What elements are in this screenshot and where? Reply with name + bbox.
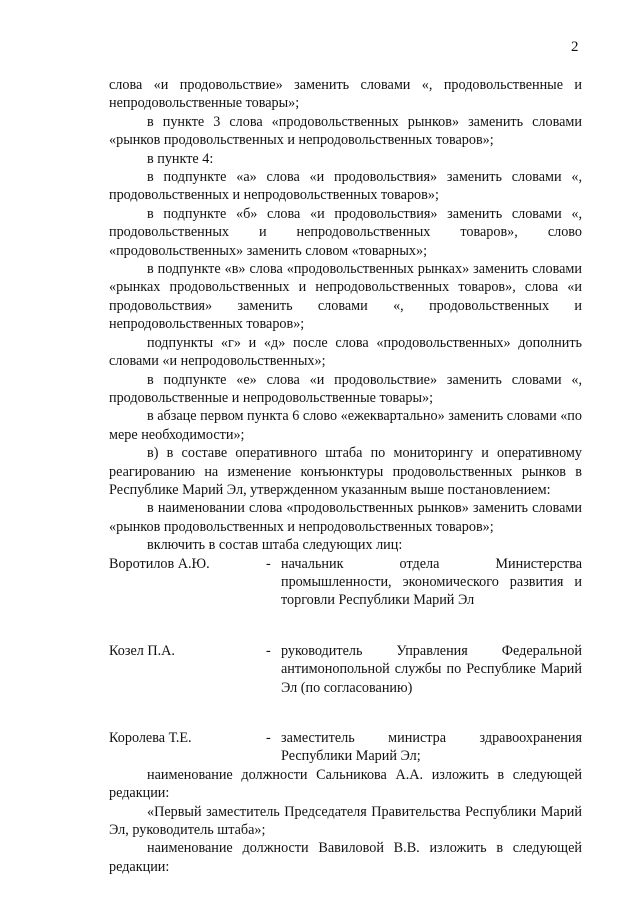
- paragraph: подпункты «г» и «д» после слова «продовольственных» дополнить словами «и непродовольственных»;: [109, 334, 582, 370]
- member-name: Воротилов А.Ю.: [109, 555, 210, 572]
- paragraph: в подпункте «а» слова «и продовольствия» заменить словами «, продовольственных и непродовольственных товаров»;: [109, 169, 582, 204]
- member-role: заместитель министра здравоохранения Республики Марий Эл;: [281, 730, 582, 765]
- paragraph: в абзаце первом пункта 6 слово «ежеквартально» заменить словами «по мере необходимости»;: [109, 408, 582, 443]
- document-body: [109, 76, 582, 876]
- staff-member: [109, 555, 582, 610]
- paragraph: включить в состав штаба следующих лиц:: [147, 537, 403, 554]
- paragraph: в подпункте «е» слова «и продовольствие» заменить словами «, продовольственные и непродовольственные товары»;: [109, 371, 582, 406]
- paragraph: в подпункте «в» слова «продовольственных рынках» заменить словами «рынках продовольственных и непродовольственных товаров», слова «и продовольствия» заменить словами «, продовольственных и непродовольственных товаров»;: [109, 261, 582, 333]
- paragraph: слова «и продовольствие» заменить словами «, продовольственные и непродовольственные товары»;: [109, 77, 582, 112]
- staff-member: [109, 642, 582, 697]
- paragraph: наименование должности Сальникова А.А. изложить в следующей редакции:: [109, 766, 582, 802]
- member-role: начальник отдела Министерства промышленности, экономического развития и торговли Республики Марий Эл: [281, 555, 582, 609]
- staff-members-list: [109, 555, 582, 766]
- member-dash: -: [266, 555, 271, 572]
- member-dash: -: [266, 642, 271, 659]
- paragraph: в) в составе оперативного штаба по мониторингу и оперативному реагированию на изменение конъюнктуры продовольственных рынков в Республике Марий Эл, утвержденном указанным выше постановлением:: [109, 445, 582, 498]
- paragraph: в пункте 4:: [147, 150, 214, 167]
- paragraph: «Первый заместитель Председателя Правительства Республики Марий Эл, руководитель штаба»;: [109, 803, 582, 839]
- paragraph: в наименовании слова «продовольственных рынков» заменить словами «рынков продовольственных и непродовольственных товаров»;: [109, 500, 582, 535]
- member-name: Козел П.А.: [109, 642, 175, 659]
- paragraph: в подпункте «б» слова «и продовольствия» заменить словами «, продовольственных и непродовольственных товаров», слово «продовольственных» заменить словом «товарных»;: [109, 205, 582, 259]
- staff-member: [109, 729, 582, 766]
- paragraph: в пункте 3 слова «продовольственных рынков» заменить словами «рынков продовольственных и непродовольственных товаров»;: [109, 113, 582, 149]
- member-role: руководитель Управления Федеральной антимонопольной службы по Республике Марий Эл (по согласованию): [281, 642, 582, 696]
- member-name: Королева Т.Е.: [109, 730, 192, 746]
- page-number: 2: [571, 39, 579, 55]
- paragraph: наименование должности Вавиловой В.В. изложить в следующей редакции:: [109, 840, 582, 875]
- member-dash: -: [266, 730, 271, 746]
